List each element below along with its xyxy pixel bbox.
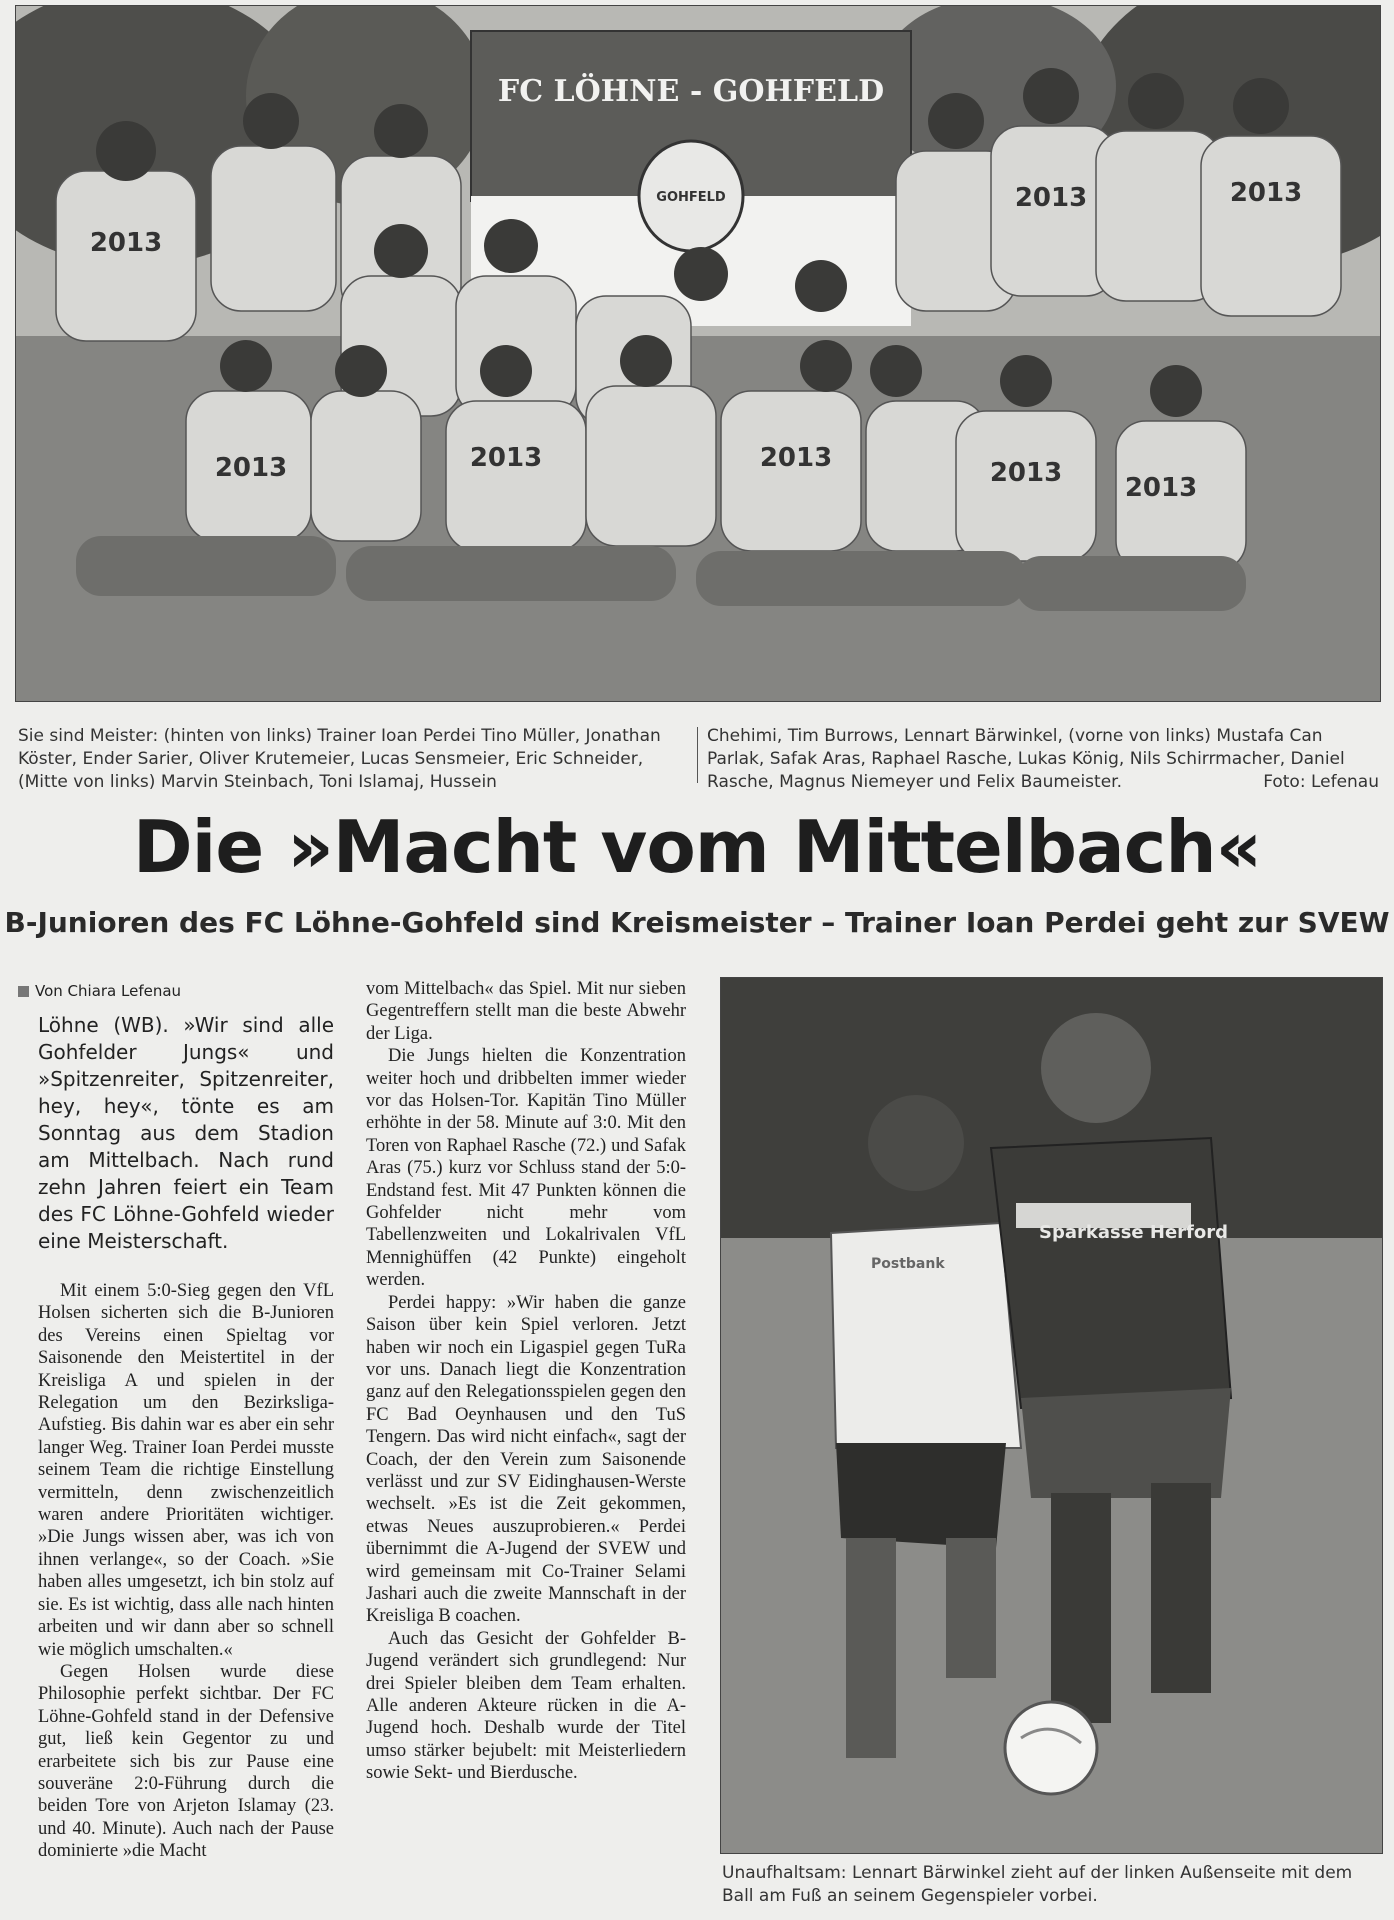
article-intro: Löhne (WB). »Wir sind alle Gohfelder Jungs« und »Spitzenreiter, Spitzenreiter, hey, hey«, tönte es am Sonntag aus dem Stadion am Mittelbach. Nach rund zehn Jahren feiert ein Team des FC Löhne-Gohfeld wieder eine Meisterschaft. [38,1013,334,1253]
headline: Die »Macht vom Mittelbach« [132,805,1262,889]
article-column-2 [366,978,686,1785]
team-photo [15,5,1381,702]
article-column-1-body [38,1280,334,1863]
paragraph: Mit einem 5:0-Sieg gegen den VfL Holsen sicherten sich die B-Junioren des Vereins einen Spieltag vor Saisonende den Meistertitel in der Kreisliga A und spielen in der Relegation um den Bezirksliga-Aufstieg. Bis dahin war es aber ein sehr langer Weg. Trainer Ioan Perdei musste seinem Team die richtige Einstellung vermitteln, denn zwischenzeitlich waren andere Prioritäten wichtiger. »Die Jungs wissen aber, was ich von ihnen verlange«, so der Coach. »Sie haben alles umgesetzt, ich bin stolz auf sie. Es ist wichtig, dass alle nach hinten arbeiten und wir dann aber so schnell wie möglich umschalten.« [38,1281,334,1660]
photo-credit: Foto: Lefenau [1263,772,1379,792]
shirt-number-text: 2013 [1124,473,1198,503]
photo-caption [18,725,686,794]
action-photo [720,977,1383,1854]
action-photo-caption: Unaufhaltsam: Lennart Bärwinkel zieht auf der linken Außenseite mit dem Ball am Fuß an seinem Gegenspieler vorbei. [722,1863,1353,1906]
shirt-number-text: 2013 [469,443,543,473]
paragraph: Auch das Gesicht der Gohfelder B-Jugend verändert sich grundlegend: Nur drei Spieler bleiben dem Team erhalten. Alle anderen Akteure rücken in die A-Jugend hoch. Deshalb wurde der Titel umso stärker bejubelt: mit Meisterliedern sowie Sekt- und Bierdusche. [366,1628,686,1784]
photo-caption-right: Chehimi, Tim Burrows, Lennart Bärwinkel, (vorne von links) Mustafa Can Parlak, Safak Aras, Raphael Rasche, Lukas König, Nils Schirrmacher, Daniel Rasche, Magnus Niemeyer und Felix Baumeister. [707,726,1345,792]
shirt-number-text: 2013 [759,443,833,473]
white-shirt-sponsor: Postbank [871,1256,945,1272]
football [1005,1702,1097,1794]
paragraph: Perdei happy: »Wir haben die ganze Saison über kein Spiel verloren. Jetzt haben wir noch ein Ligaspiel gegen TuRa vor uns. Danach liegt die Konzentration ganz auf den Relegationsspielen gegen den FC Bad Oeynhausen und den TuS Tengern. Das wird nicht einfach«, sagt der Coach, der den Verein zum Saisonende verlässt und zur SV Eidinghausen-Werste wechselt. »Es ist die Zeit gekommen, etwas Neues auszuprobieren.« Perdei übernimmt die A-Jugend der SVEW und wird gemeinsam mit Co-Trainer Selami Jashari auch die zweite Mannschaft in der Kreisliga B coachen. [366,1292,686,1627]
byline-text: Von Chiara Lefenau [35,982,182,1000]
shirt-number-text: 2013 [214,453,288,483]
byline-bullet-icon [18,986,29,997]
photo-caption-right-block [707,725,1379,794]
byline [18,980,348,1002]
paragraph: Die Jungs hielten die Konzentration weiter hoch und dribbelten immer wieder vor das Holsen-Tor. Kapitän Tino Müller erhöhte in der 58. Minute auf 3:0. Mit den Toren von Raphael Rasche (72.) und Safak Aras (75.) kurz vor Schluss stand der 5:0-Endstand fest. Mit 47 Punkten können die Gohfelder nicht mehr vom Tabellenzweiten und Lokalrivalen VfL Mennighüffen (42 Punkte) eingeholt werden. [366,1046,686,1291]
banner-text: FC LÖHNE - GOHFELD [497,74,885,109]
shirt-number-text: 2013 [1229,178,1303,208]
paragraph: Gegen Holsen wurde diese Philosophie perfekt sichtbar. Der FC Löhne-Gohfeld stand in der Defensive gut, ließ kein Gegentor zu und erarbeitete sich bis zur Pause eine souveräne 2:0-Führung durch die beiden Tore von Arjeton Islamay (23. und 40. Minute). Auch nach der Pause dominierte »die Macht [38,1661,334,1862]
red-shirt-sponsor: Sparkasse Herford [1039,1222,1228,1243]
crest-text: GOHFELD [656,190,726,205]
photo-caption-left: Sie sind Meister: (hinten von links) Trainer Ioan Perdei Tino Müller, Jonathan Köster, Ender Sarier, Oliver Krutemeier, Lucas Sensmeier, Eric Schneider, (Mitte von links) Marvin Steinbach, Toni Islamaj, Hussein [18,726,661,792]
subheadline: B-Junioren des FC Löhne-Gohfeld sind Kreismeister – Trainer Ioan Perdei geht zur SVEW [4,906,1390,939]
shirt-number-text: 2013 [1014,183,1088,213]
paragraph: vom Mittelbach« das Spiel. Mit nur sieben Gegentreffern stellt man die beste Abwehr der Liga. [366,979,686,1044]
shirt-number-text: 2013 [989,458,1063,488]
caption-divider [697,727,698,783]
article-column-1 [18,980,348,1012]
shirt-number-text: 2013 [89,228,163,258]
